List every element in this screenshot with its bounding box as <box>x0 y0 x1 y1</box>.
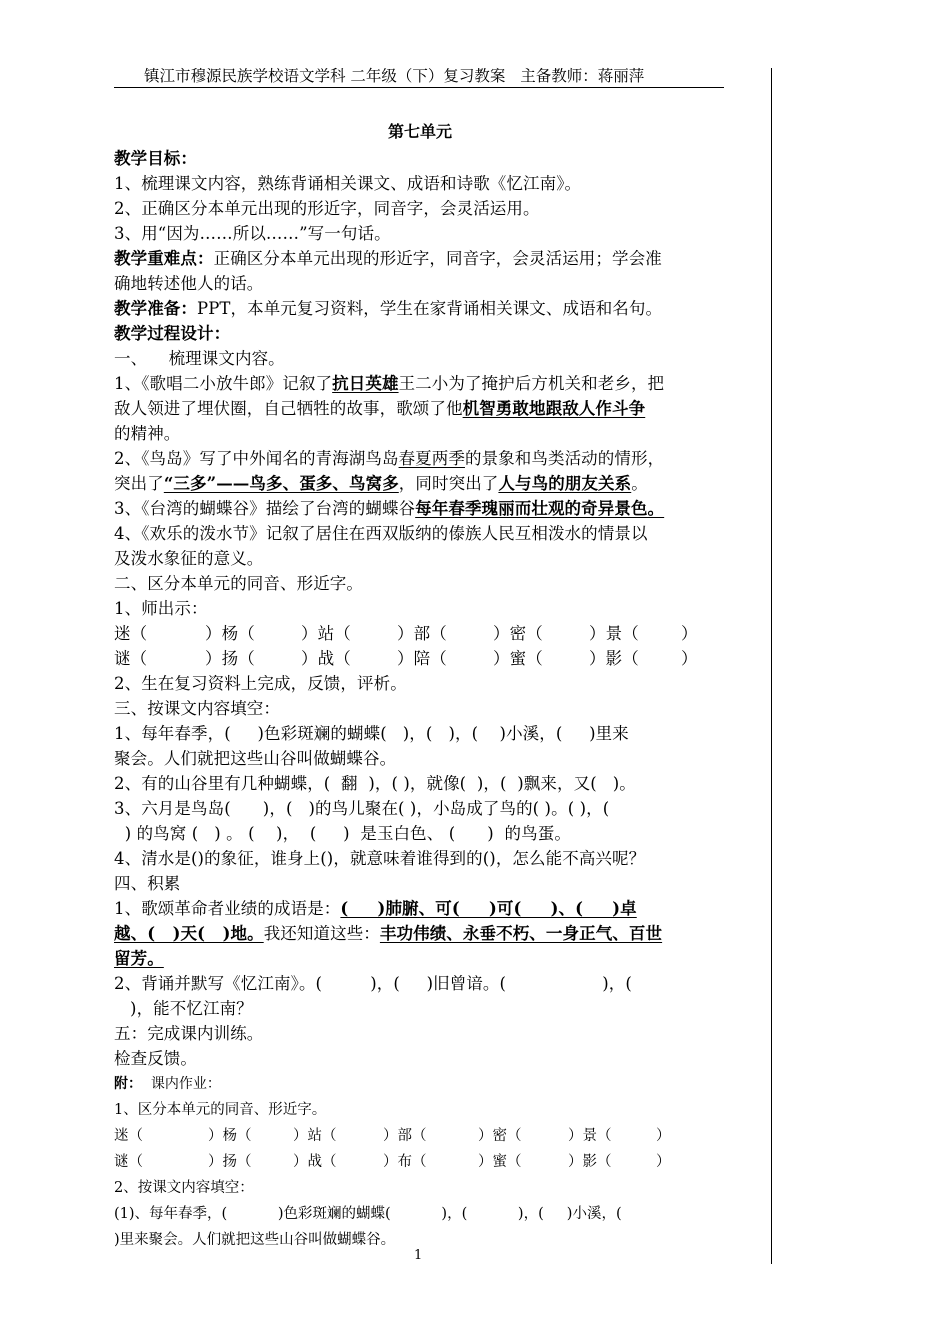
char-blank: ）扬（ <box>208 1154 252 1170</box>
char-blank: ）蜜（ <box>493 649 543 668</box>
text-summary-3 <box>114 496 726 521</box>
page-number: 1 <box>414 1248 423 1263</box>
idioms-line-end <box>114 946 726 971</box>
char-blank: ）密（ <box>493 624 543 643</box>
char-blank: ） <box>656 1128 671 1144</box>
appendix-heading <box>114 1071 726 1097</box>
char-blank: ）蜜（ <box>478 1154 522 1170</box>
teacher-shows: 1、师出示： <box>114 599 208 618</box>
char-blank: ） <box>681 624 698 643</box>
section-2-heading: 二、区分本单元的同音、形近字。 <box>114 574 363 593</box>
char-blank: ）密（ <box>478 1128 522 1144</box>
section-4-heading: 四、积累 <box>114 874 181 893</box>
summary-text: 2、《鸟岛》写了中外闻名的青海湖鸟岛 <box>114 449 399 468</box>
idioms-line <box>114 896 726 921</box>
fill-blank-line: 3、六月是鸟岛( )，( )的鸟儿聚在( )，小岛成了鸟的( )。( )，( <box>114 799 610 818</box>
key-phrase: “三多”——鸟多、蛋多、鸟窝多 <box>163 474 399 493</box>
char-blank: ）站（ <box>301 624 351 643</box>
summary-text: 突出了 <box>114 474 164 493</box>
char-blank: ）部（ <box>397 624 447 643</box>
char-blank: 迷（ <box>114 624 148 643</box>
text-summary-2-cont <box>114 471 726 496</box>
student-practice: 2、生在复习资料上完成，反馈，评析。 <box>114 674 407 693</box>
text-summary-1-end: 的精神。 <box>114 424 181 443</box>
process-heading: 教学过程设计： <box>114 324 231 343</box>
text-summary-1-cont <box>114 396 726 421</box>
appendix-char-row-1 <box>114 1123 726 1149</box>
key-phrase: 机智勇敢地跟敌人作斗争 <box>462 399 646 418</box>
section-1-heading: 一、 梳理课文内容。 <box>114 349 285 368</box>
goal-item: 2、正确区分本单元出现的形近字，同音字，会灵活运用。 <box>114 199 540 218</box>
summary-text: 。 <box>631 474 648 493</box>
feedback-line: 检查反馈。 <box>114 1049 197 1068</box>
preparation-text: PPT，本单元复习资料，学生在家背诵相关课文、成语和名句。 <box>197 299 663 318</box>
idioms-text: 我还知道这些： <box>263 924 380 943</box>
idioms-blank: ( )肺腑、可( )可( )、( )卓 <box>340 899 637 918</box>
poem-line-cont: )，能不忆江南？ <box>114 999 253 1018</box>
char-blank: ）景（ <box>568 1128 612 1144</box>
idioms-text: 1、歌颂革命者业绩的成语是： <box>114 899 341 918</box>
appendix-char-row-2 <box>114 1149 726 1175</box>
char-blank: ）陪（ <box>397 649 447 668</box>
fill-blank-line: ) 的鸟窝 ( ) 。 ( )， ( ) 是玉白色、 ( ) 的鸟蛋。 <box>114 824 571 843</box>
idioms-line-cont <box>114 921 726 946</box>
appendix-text: 课内作业： <box>142 1076 221 1092</box>
goal-item: 1、梳理课文内容，熟练背诵相关课文、成语和诗歌《忆江南》。 <box>114 174 582 193</box>
char-blank: ）杨（ <box>205 624 255 643</box>
unit-title: 第七单元 <box>387 122 452 141</box>
char-blank: ）杨（ <box>208 1128 252 1144</box>
key-points <box>114 246 726 271</box>
fill-blank-line: 聚会。人们就把这些山谷叫做蝴蝶谷。 <box>114 749 397 768</box>
char-blank: ）影（ <box>568 1154 612 1170</box>
char-blank: 谜（ <box>114 649 148 668</box>
summary-text: 敌人领进了埋伏圈，自己牺牲的故事，歌颂了他 <box>114 399 463 418</box>
page-header: 镇江市穆源民族学校语文学科 二年级（下）复习教案 主备教师：蒋丽萍 <box>114 66 724 88</box>
preparation <box>114 296 726 321</box>
text-summary-1 <box>114 371 726 396</box>
fill-blank-line: 2、有的山谷里有几种蝴蝶，( 翻 )，( )，就像( )，( )飘来，又( )。 <box>114 774 636 793</box>
char-blank: ）布（ <box>383 1154 427 1170</box>
char-blank: ）战（ <box>301 649 351 668</box>
appendix-fill-line: )里来聚会。人们就把这些山谷叫做蝴蝶谷。 <box>114 1232 396 1248</box>
char-blank: ）战（ <box>293 1154 337 1170</box>
preparation-label: 教学准备： <box>114 299 197 318</box>
section-5-heading: 五：完成课内训练。 <box>114 1024 264 1043</box>
char-blank: ）景（ <box>589 624 639 643</box>
key-phrase: 春夏两季 <box>398 449 465 468</box>
text-summary-2 <box>114 446 726 471</box>
char-blank: ）部（ <box>383 1128 427 1144</box>
appendix-label: 附： <box>114 1076 142 1092</box>
char-blank: 谜（ <box>114 1154 143 1170</box>
key-points-label: 教学重难点： <box>114 249 214 268</box>
key-points-text: 正确区分本单元出现的形近字，同音字，会灵活运用；学会准 <box>213 249 662 268</box>
key-points-cont: 确地转述他人的话。 <box>114 274 264 293</box>
fill-blank-line: 4、清水是()的象征，谁身上()，就意味着谁得到的()，怎么能不高兴呢？ <box>114 849 646 868</box>
fill-blank-line: 1、每年春季，( )色彩斑斓的蝴蝶( )，( )，( )小溪，( )里来 <box>114 724 629 743</box>
text-summary-4-cont: 及泼水象征的意义。 <box>114 549 264 568</box>
char-blank: ）影（ <box>589 649 639 668</box>
goal-item: 3、用“因为……所以……”写一句话。 <box>114 224 391 243</box>
poem-line: 2、背诵并默写《忆江南》。( )，( )旧曾谙。( )，( <box>114 974 632 993</box>
appendix-item-2: 2、按课文内容填空： <box>114 1180 254 1196</box>
idioms-blank: 越、( )天( )地。 <box>114 924 264 943</box>
document-body <box>114 118 726 1253</box>
key-phrase: 每年春季瑰丽而壮观的奇异景色。 <box>415 499 665 518</box>
summary-text: 王二小为了掩护后方机关和老乡，把 <box>398 374 665 393</box>
char-row-1 <box>114 621 726 646</box>
char-blank: ）站（ <box>293 1128 337 1144</box>
appendix-item-1: 1、区分本单元的同音、形近字。 <box>114 1102 327 1118</box>
summary-text: ，同时突出了 <box>398 474 499 493</box>
goals-heading: 教学目标： <box>114 149 197 168</box>
summary-text: 3、《台湾的蝴蝶谷》描绘了台湾的蝴蝶谷 <box>114 499 416 518</box>
appendix-fill-line: (1)、每年春季，( )色彩斑斓的蝴蝶( )，( )，( )小溪，( <box>114 1206 622 1222</box>
summary-text: 的景象和鸟类活动的情形， <box>464 449 665 468</box>
char-blank: ） <box>656 1154 671 1170</box>
char-row-2 <box>114 646 726 671</box>
char-blank: ） <box>681 649 698 668</box>
idioms-known: 留芳。 <box>114 949 164 968</box>
key-phrase: 人与鸟的朋友关系 <box>498 474 632 493</box>
idioms-known: 丰功伟绩、永垂不朽、一身正气、百世 <box>379 924 663 943</box>
key-phrase: 抗日英雄 <box>332 374 399 393</box>
char-blank: ）扬（ <box>205 649 255 668</box>
section-3-heading: 三、按课文内容填空： <box>114 699 280 718</box>
char-blank: 迷（ <box>114 1128 143 1144</box>
text-summary-4: 4、《欢乐的泼水节》记叙了居住在西双版纳的傣族人民互相泼水的情景以 <box>114 524 648 543</box>
margin-line <box>771 68 772 1264</box>
summary-text: 1、《歌唱二小放牛郎》记叙了 <box>114 374 333 393</box>
